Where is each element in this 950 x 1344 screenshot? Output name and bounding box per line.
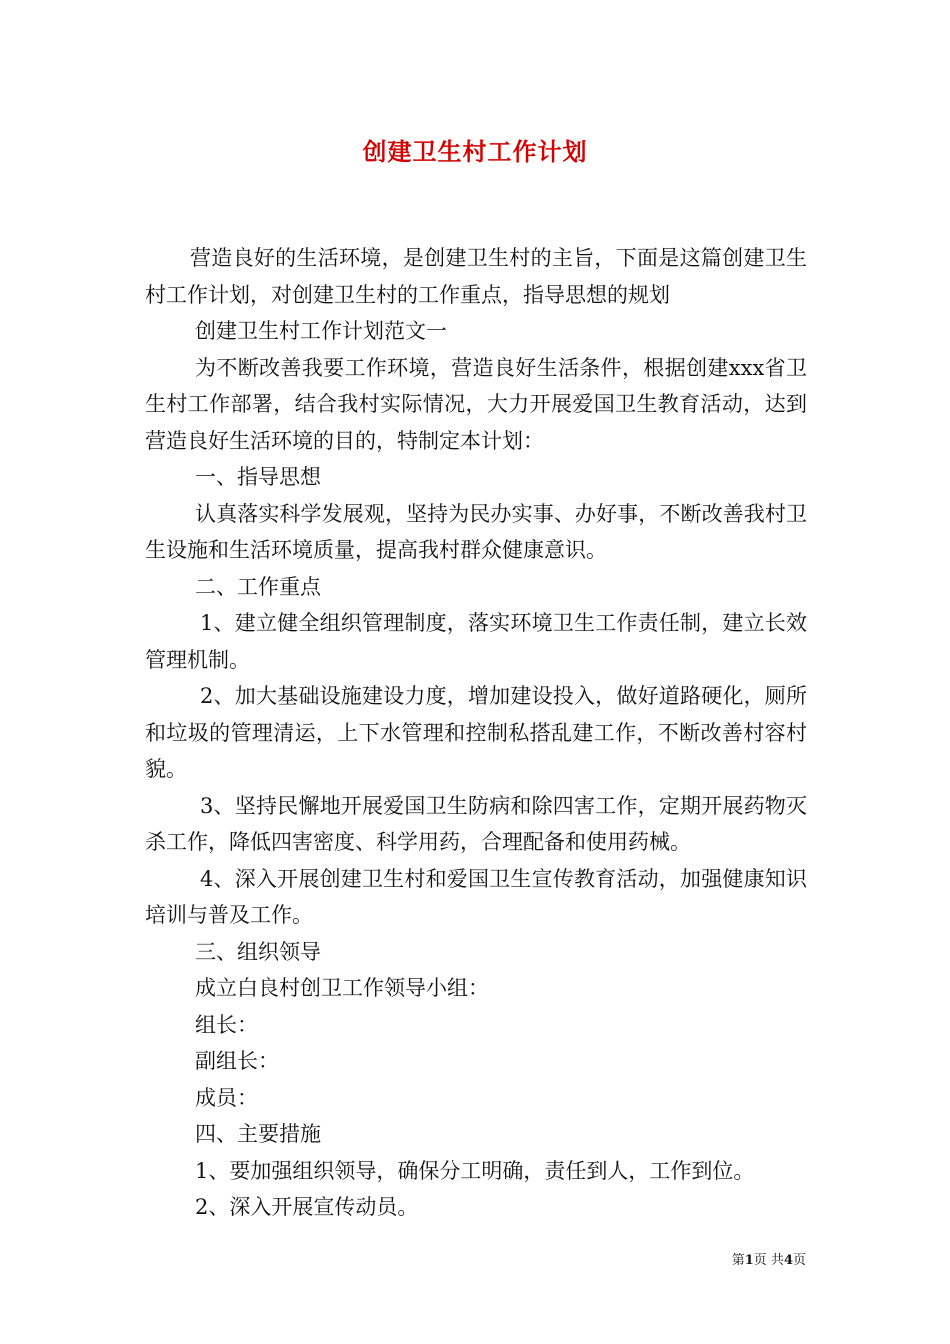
- page-number: [732, 1249, 806, 1268]
- page-total: 4: [783, 1253, 793, 1268]
- key-work-item-3: 3、坚持民懈地开展爱国卫生防病和除四害工作，定期开展药物灭杀工作，降低四害密度、科学用药，合理配备和使用药械。: [145, 793, 807, 854]
- page-current: 1: [744, 1253, 754, 1268]
- section-heading-leadership: 三、组织领导: [195, 939, 321, 964]
- document-title: 创建卫生村工作计划: [362, 137, 588, 166]
- leader-line: 组长：: [195, 1012, 258, 1037]
- section-heading-measures: 四、主要措施: [195, 1122, 321, 1146]
- key-work-item-2: 2、加大基础设施建设力度，增加建设投入，做好道路硬化，厕所和垃圾的管理清运，上下水管理和控制私搭乱建工作，不断改善村容村貌。: [145, 684, 807, 781]
- page-prefix: 第: [731, 1253, 745, 1268]
- intro-paragraph: 营造良好的生活环境，是创建卫生村的主旨，下面是这篇创建卫生村工作计划，对创建卫生村的工作重点，指导思想的规划: [145, 246, 807, 307]
- key-work-item-1: 1、建立健全组织管理制度，落实环境卫生工作责任制，建立长效管理机制。: [145, 611, 807, 672]
- section-heading-key-work: 二、工作重点: [195, 574, 321, 599]
- key-work-item-4: 4、深入开展创建卫生村和爱国卫生宣传教育活动，加强健康知识培训与普及工作。: [145, 866, 807, 927]
- page-suffix: 页: [792, 1253, 806, 1268]
- guiding-idea-paragraph: 认真落实科学发展观，坚持为民办实事、办好事，不断改善我村卫生设施和生活环境质量，提高我村群众健康意识。: [145, 501, 807, 562]
- purpose-paragraph: 为不断改善我要工作环境，营造良好生活条件，根据创建xxx省卫生村工作部署，结合我村实际情况，大力开展爱国卫生教育活动，达到营造良好生活环境的目的，特制定本计划：: [145, 355, 807, 453]
- deputy-leader-line: 副组长：: [195, 1049, 279, 1073]
- leadership-group-line: 成立白良村创卫工作领导小组：: [195, 976, 489, 1000]
- measure-item-1: 1、要加强组织领导，确保分工明确，责任到人，工作到位。: [195, 1158, 755, 1183]
- page-mid: 页 共: [753, 1253, 784, 1268]
- measure-item-2: 2、深入开展宣传动员。: [195, 1195, 419, 1219]
- sample-heading: 创建卫生村工作计划范文一: [195, 319, 447, 343]
- document-body: [145, 240, 807, 1226]
- members-line: 成员：: [195, 1085, 258, 1110]
- section-heading-guiding-idea: 一、指导思想: [195, 465, 321, 489]
